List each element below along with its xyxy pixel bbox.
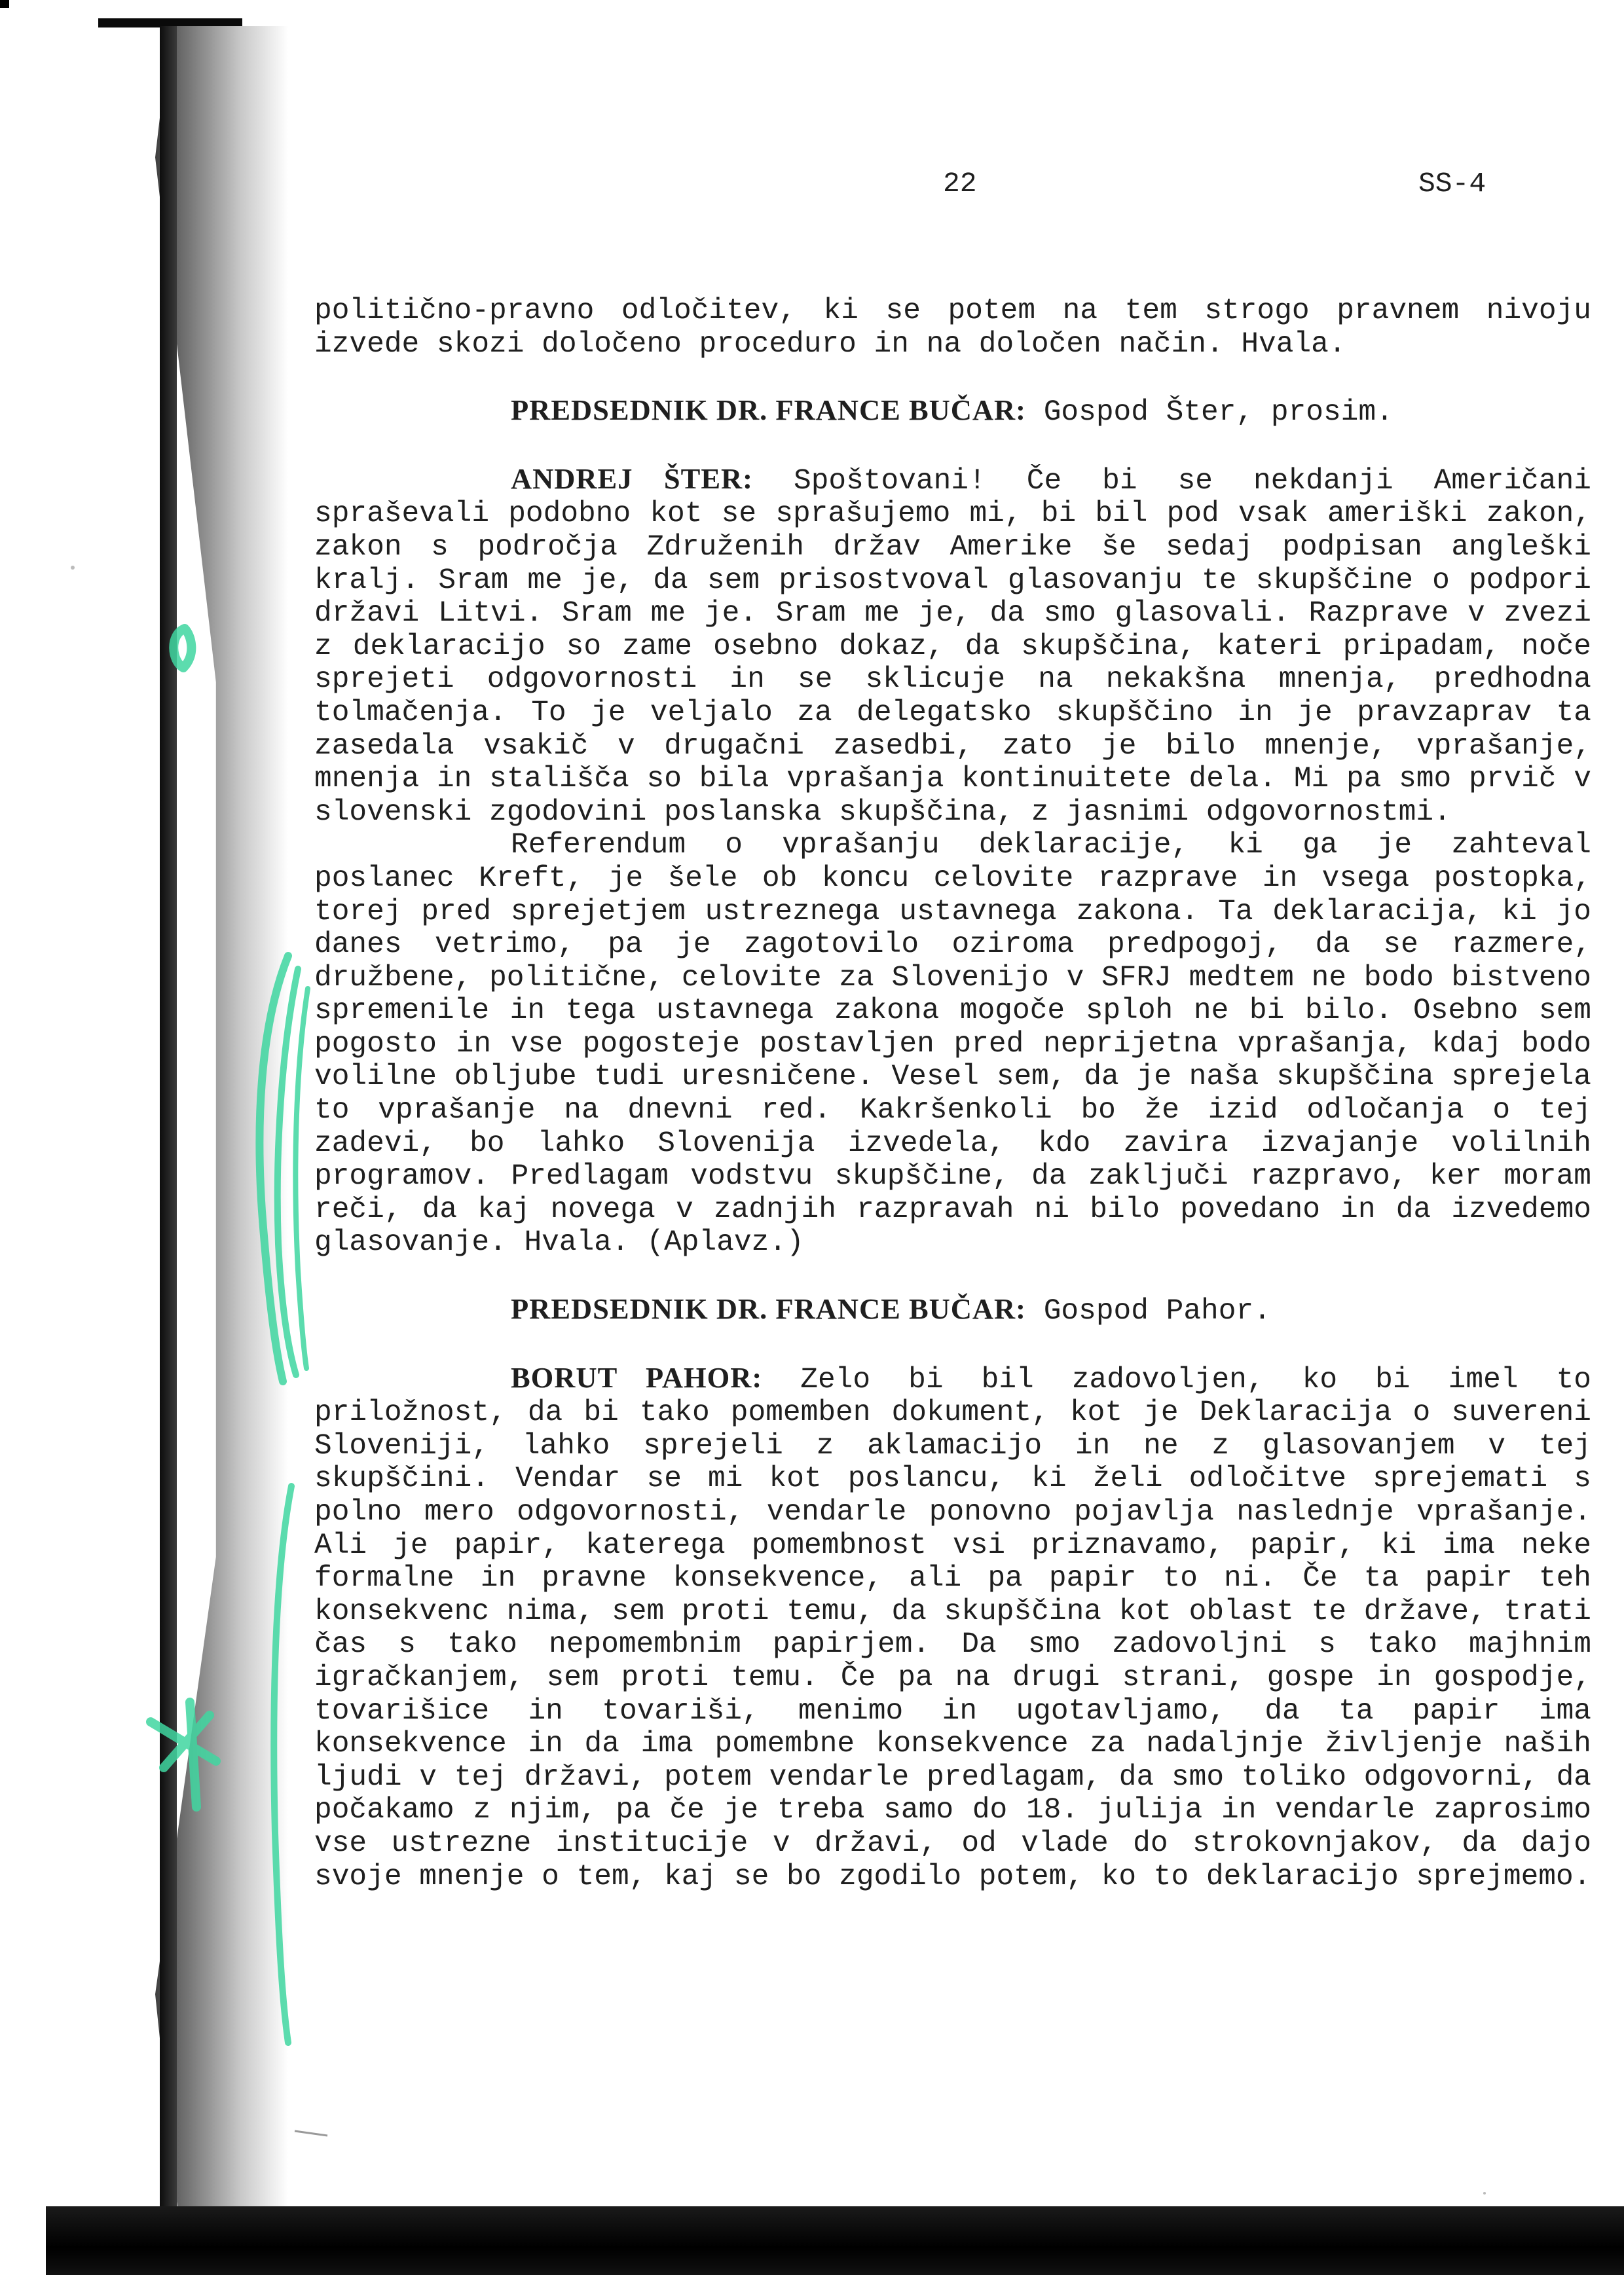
paragraph-referendum: Referendum o vprašanju deklaracije, ki ga je zahteval poslanec Kreft, je šele ob koncu celovite razprave in vsega postopka, torej pred sprejetjem ustreznega ustavnega zakona. Ta deklaracija, ki jo danes vetrimo, pa je zagotovilo oziroma predpogoj, da se razmere, družbene, politične, celovite za Slovenijo v SFRJ medtem ne bodo bistveno spremenile in tega ustavnega zakona mogoče sploh ne bi bilo. Osebno sem pogosto in vse pogosteje postavljen pred neprijetna vprašanja, kdaj bodo volilne obljube tudi uresničene. Vesel sem, da je naša skupščina sprejela to vprašanje na dnevni red. Kakršenkoli bo že izid odločanja o tej zadevi, bo lahko Slovenija izvedela, kdo zavira izvajanje volilnih programov. Predlagam vodstvu skupščine, da zaključi razpravo, ker moram reči, da kaj novega v zadnjih razpravah ni bilo povedano in da izvedemo glasovanje. Hvala. (Aplavz.) xyxy=(314,829,1591,1260)
speaker-paragraph-president-2 xyxy=(314,1292,1591,1328)
speech-text: Gospod Pahor. xyxy=(1026,1295,1271,1328)
speaker-paragraph-pahor xyxy=(314,1361,1591,1894)
margin-bracket-mark-1c xyxy=(295,989,308,1368)
speaker-name: PREDSEDNIK DR. FRANCE BUČAR: xyxy=(511,1292,1026,1326)
speaker-name: PREDSEDNIK DR. FRANCE BUČAR: xyxy=(511,393,1026,427)
binding-shadow xyxy=(98,26,288,2213)
speaker-name: BORUT PAHOR: xyxy=(511,1360,763,1394)
binding-spine xyxy=(160,26,177,2213)
scan-corner-mark xyxy=(0,0,9,8)
speech-text: Zelo bi bil zadovoljen, ko bi imel to priložnost, da bi tako pomemben dokument, kot je Deklaracija o suvereni Sloveniji, lahko sprejeli z aklamacijo in ne z glasovanjem v tej skupščini. Vendar se mi kot poslancu, ki želi odločitve sprejemati s polno mero odgovornosti, vendarle ponovno pojavlja naslednje vprašanje. Ali je papir, katerega pomembnost vsi priznavamo, papir, ki ima neke formalne in pravne konsekvence, ali pa papir to ni. Če ta papir teh konsekvenc nima, sem proti temu, da skupščina kot oblast te države, trati čas s tako nepomembnim papirjem. Da smo zadovoljni s tako majhnim igračkanjem, sem proti temu. Če pa na drugi strani, gospe in gospodje, tovarišice in tovariši, menimo in ugotavljamo, da ta papir ima konsekvence in da ima pomembne konsekvence za nadaljnje življenje naših ljudi v tej državi, potem vendarle predlagam, da smo toliko odgovorni, da počakamo z njim, pa če je treba samo do 18. julija in vendarle zaprosimo vse ustrezne institucije v državi, od vlade do strokovnjakov, da dajo svoje mnenje o tem, kaj se bo zgodilo potem, ko to deklaracijo sprejmemo. xyxy=(314,1363,1591,1893)
page-number: 22 xyxy=(943,168,977,200)
speech-text: Gospod Šter, prosim. xyxy=(1026,396,1393,429)
speaker-paragraph-president-1 xyxy=(314,393,1591,429)
speaker-name: ANDREJ ŠTER: xyxy=(511,462,753,495)
document-code: SS-4 xyxy=(1418,168,1486,200)
speech-text: Spoštovani! Če bi se nekdanji Američani spraševali podobno kot se sprašujemo mi, bi bil pod vsak ameriški zakon, zakon s področja Združenih držav Amerike še sedaj podpisan angleški kralj. Sram me je, da sem prisostvoval glasovanju te skupščine o podpori državi Litvi. Sram me je. Sram me je, da smo glasovali. Razprave v zvezi z deklaracijo so zame osebno dokaz, da skupščina, kateri pripadam, noče sprejeti odgovornosti in se sklicuje na nekakšna mnenja, predhodna tolmačenja. To je veljalo za delegatsko skupščino in je pravzaprav ta zasedala vsakič v drugačni zasedbi, zato je bilo mnenje, vprašanje, mnenja in stališča so bila vprašanja kontinuitete dela. Mi pa smo prvič v slovenski zgodovini poslanska skupščina, z jasnimi odgovornostmi. xyxy=(314,464,1591,829)
margin-pencil-dash xyxy=(295,2131,327,2136)
scan-speck xyxy=(71,566,75,570)
paragraph-continuation: politično-pravno odločitev, ki se potem na tem strogo pravnem nivoju izvede skozi določeno proceduro in na določen način. Hvala. xyxy=(314,295,1591,361)
scan-speck xyxy=(1483,2192,1486,2195)
scan-bottom-edge xyxy=(46,2206,1624,2275)
speaker-paragraph-ster xyxy=(314,462,1591,829)
transcript-body xyxy=(314,295,1591,1893)
